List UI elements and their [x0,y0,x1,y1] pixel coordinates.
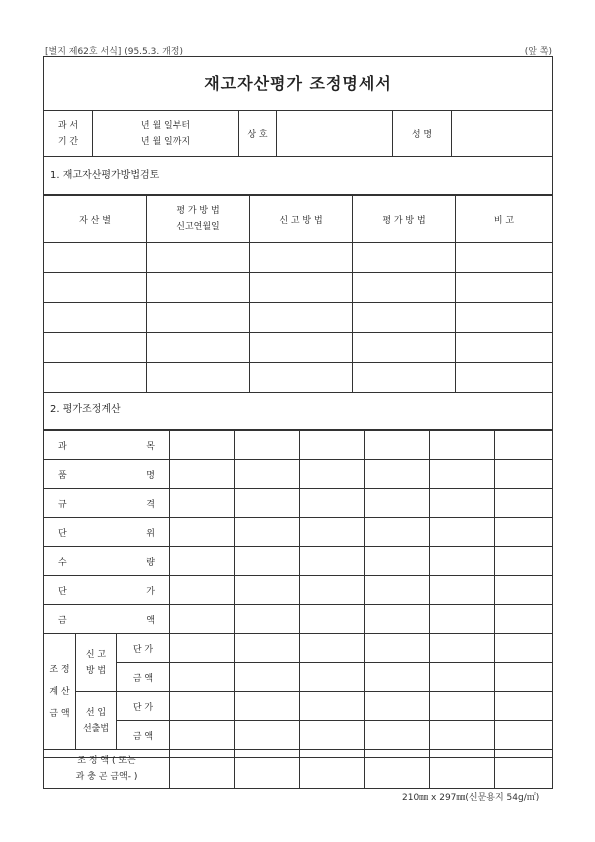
row-fifo-unit-price: 선 입 선출법 단 가 [44,692,553,721]
table-row [44,333,553,363]
table-row [44,243,553,273]
row-spec: 규 격 [44,489,553,518]
col-note: 비 고 [456,196,553,243]
col-reported-method: 신 고 방 법 [250,196,353,243]
form-sheet [43,56,553,782]
period-label: 과 서 기 간 [44,111,93,157]
section-2-label: 2. 평가조정계산 [44,390,552,430]
adjustment-table [43,430,553,789]
table-row [44,363,553,393]
row-item: 품 명 [44,460,553,489]
method-review-table [43,195,553,393]
table-row [44,273,553,303]
section-1-label: 1. 재고자산평가방법검토 [44,156,552,195]
row-unit-price: 단 가 [44,576,553,605]
company-label: 상 호 [239,111,277,157]
row-quantity: 수 량 [44,547,553,576]
row-reported-unit-price: 조 정 계 산 금 액 신 고 방 법 단 가 [44,634,553,663]
period-field[interactable]: 년 월 일부터 년 월 일까지 [93,111,239,157]
row-adjustment-total [44,750,553,789]
fifo-method-label: 선 입 선출법 [76,692,117,750]
reported-method-label: 신 고 방 법 [76,634,117,692]
row-amount: 금 액 [44,605,553,634]
adjustment-total-label: 조 정 액 ( 또는 과 충 곤 금액- ) [44,750,170,789]
col-method-date: 평 가 방 법 신고연월일 [147,196,250,243]
col-asset: 자 산 별 [44,196,147,243]
adjust-calc-label: 조 정 계 산 금 액 [44,634,76,750]
company-field[interactable] [277,111,393,157]
row-unit: 단 위 [44,518,553,547]
row-subject: 과 목 [44,431,553,460]
name-label: 성 명 [393,111,452,157]
row-fifo-amount: 금 액 [44,721,553,750]
paper-spec: 210㎜ x 297㎜(신문용지 54g/㎡) [402,793,540,803]
col-evaluation-method: 평 가 방 법 [353,196,456,243]
row-reported-amount: 금 액 [44,663,553,692]
page-side: (앞 쪽) [524,47,552,57]
form-number: [별지 제62호 서식] (95.5.3. 개정) [45,47,183,57]
table-row [44,303,553,333]
name-field[interactable] [452,111,553,157]
form-title: 재고자산평가 조정명세서 [44,57,552,111]
period-info-table [43,110,553,157]
